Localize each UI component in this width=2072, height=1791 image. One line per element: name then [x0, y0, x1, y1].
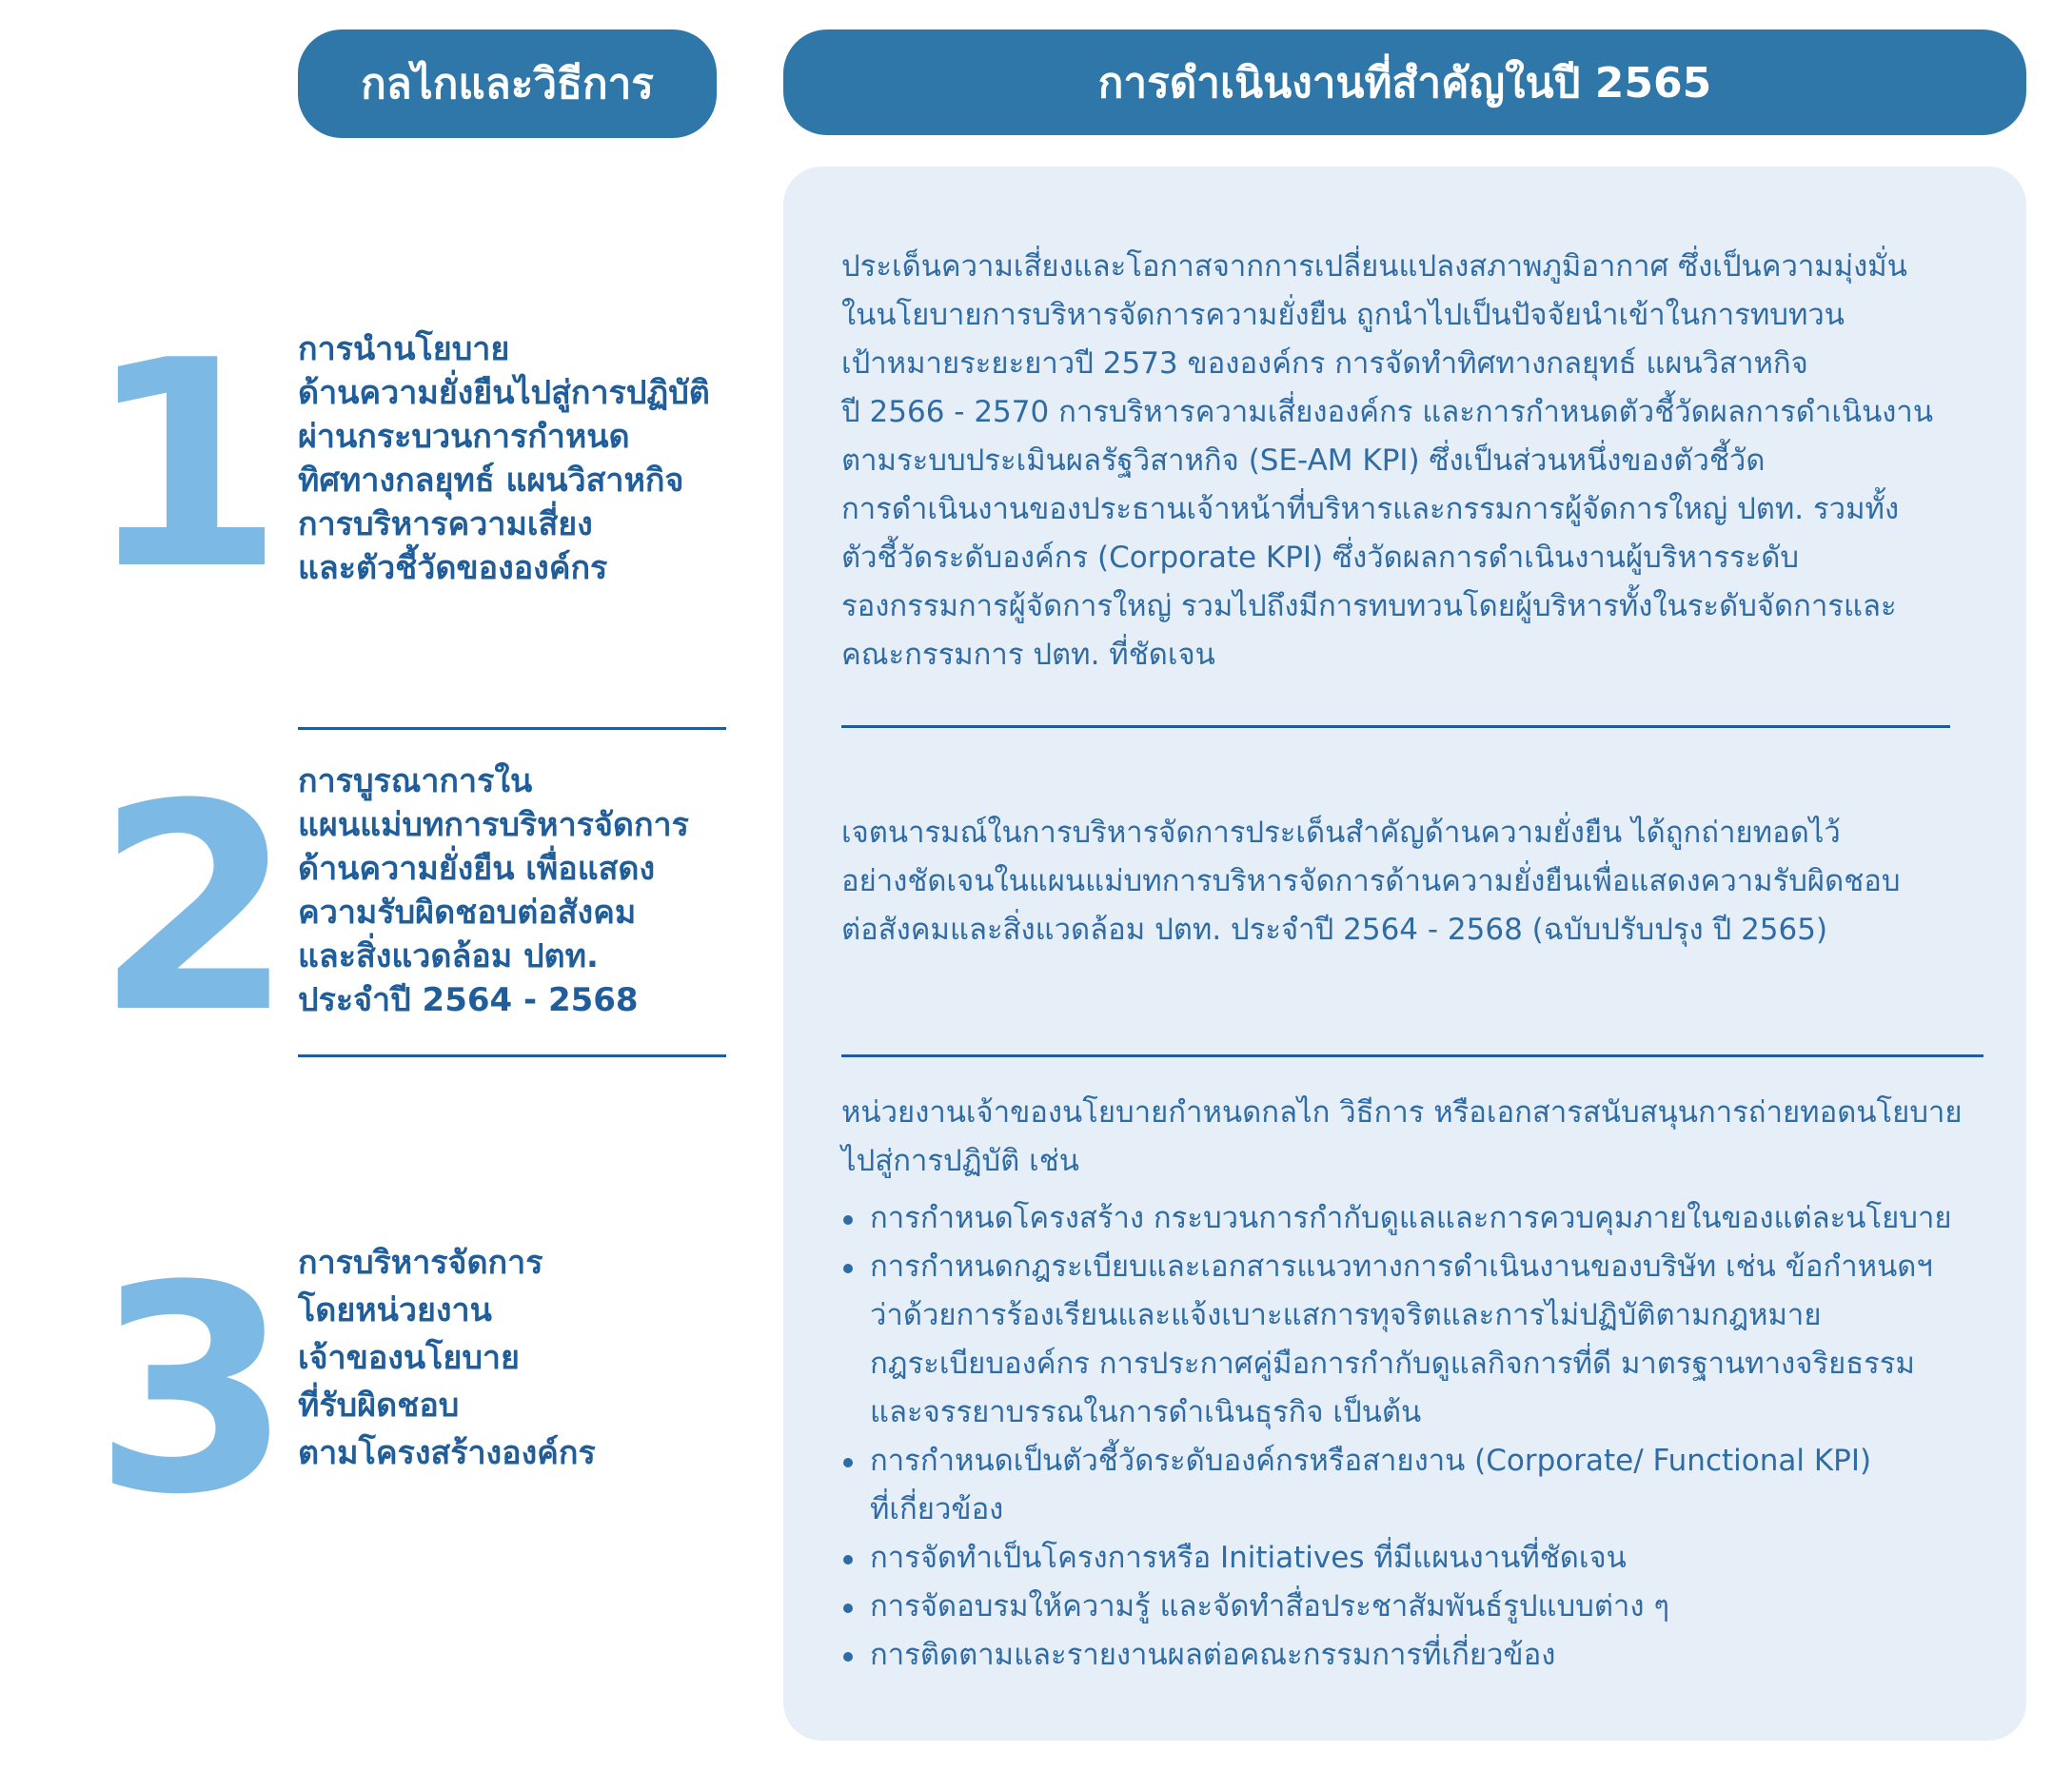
left-divider-2 [298, 1054, 726, 1057]
right-divider-1 [841, 725, 1950, 728]
right-divider-2 [841, 1054, 1983, 1057]
step-3-title: การบริหารจัดการ โดยหน่วยงาน เจ้าของนโยบาย ที่รับผิดชอบ ตามโครงสร้างองค์กร [298, 1244, 596, 1472]
step-1-description: ประเด็นความเสี่ยงและโอกาสจากการเปลี่ยนแปลงสภาพภูมิอากาศ ซึ่งเป็นความมุ่งมั่น ในนโยบายการบริหารจัดการความยั่งยืน ถูกนำไปเป็นปัจจัยนำเข้าในการทบทวน เป้าหมายระยะยาวปี 2573 ขององค์กร การจัดทำทิศทางกลยุทธ์ แผนวิสาหกิจ ปี 2566 - 2570 การบริหารความเสี่ยงองค์กร และการกำหนดตัวชี้วัดผลการดำเนินงาน ตามระบบประเมินผลรัฐวิสาหกิจ (SE-AM KPI) ซึ่งเป็นส่วนหนึ่งของตัวชี้วัด การดำเนินงานของประธานเจ้าหน้าที่บริหารและกรรมการผู้จัดการใหญ่ ปตท. รวมทั้ง ตัวชี้วัดระดับองค์กร (Corporate KPI) ซึ่งวัดผลการดำเนินงานผู้บริหารระดับ รองกรรมการผู้จัดการใหญ่ รวมไปถึงมีการทบทวนโดยผู้บริหารทั้งในระดับจัดการและ คณะกรรมการ ปตท. ที่ชัดเจน [841, 249, 1934, 672]
bullet-item: การจัดอบรมให้ความรู้ และจัดทำสื่อประชาสัมพันธ์รูปแบบต่าง ๆ [841, 1583, 1983, 1631]
step-3-number: 3 [93, 1225, 292, 1557]
left-divider-1 [298, 727, 726, 730]
operations-header: การดำเนินงานที่สำคัญในปี 2565 [783, 30, 2026, 135]
step-3-description: หน่วยงานเจ้าของนโยบายกำหนดกลไก วิธีการ หรือเอกสารสนับสนุนการถ่ายทอดนโยบาย ไปสู่การปฏิบัติ เช่น [841, 1095, 1963, 1178]
bullet-item: การกำหนดเป็นตัวชี้วัดระดับองค์กรหรือสายงาน (Corporate/ Functional KPI) ที่เกี่ยวข้อง [841, 1437, 1983, 1534]
step-2-title: การบูรณาการใน แผนแม่บทการบริหารจัดการ ด้านความยั่งยืน เพื่อแสดง ความรับผิดชอบต่อสังคม และสิ่งแวดล้อม ปตท. ประจำปี 2564 - 2568 [298, 762, 689, 1019]
step-2-description: เจตนารมณ์ในการบริหารจัดการประเด็นสำคัญด้านความยั่งยืน ได้ถูกถ่ายทอดไว้ อย่างชัดเจนในแผนแม่บทการบริหารจัดการด้านความยั่งยืนเพื่อแสดงความรับผิดชอบ ต่อสังคมและสิ่งแวดล้อม ปตท. ประจำปี 2564 - 2568 (ฉบับปรับปรุง ปี 2565) [841, 816, 1901, 947]
bullet-item: การจัดทำเป็นโครงการหรือ Initiatives ที่มีแผนงานที่ชัดเจน [841, 1534, 1983, 1583]
mechanism-header: กลไกและวิธีการ [298, 30, 717, 138]
step-2-number: 2 [95, 743, 294, 1075]
bullet-item: การกำหนดโครงสร้าง กระบวนการกำกับดูแลและการควบคุมภายในของแต่ละนโยบาย [841, 1194, 1983, 1243]
step-3-bullet-list [841, 1194, 1983, 1680]
bullet-item: การกำหนดกฎระเบียบและเอกสารแนวทางการดำเนินงานของบริษัท เช่น ข้อกำหนดฯ ว่าด้วยการร้องเรียนและแจ้งเบาะแสการทุจริตและการไม่ปฏิบัติตามกฎหมาย กฎระเบียบองค์กร การประกาศคู่มือการกำกับดูแลกิจการที่ดี มาตรฐานทางจริยธรรม และจรรยาบรรณในการดำเนินธุรกิจ เป็นต้น [841, 1243, 1983, 1437]
bullet-item: การติดตามและรายงานผลต่อคณะกรรมการที่เกี่ยวข้อง [841, 1631, 1983, 1680]
step-1-number: 1 [86, 300, 285, 632]
step-1-title: การนำนโยบาย ด้านความยั่งยืนไปสู่การปฏิบัติ ผ่านกระบวนการกำหนด ทิศทางกลยุทธ์ แผนวิสาหกิจ การบริหารความเสี่ยง และตัวชี้วัดขององค์กร [298, 330, 710, 587]
